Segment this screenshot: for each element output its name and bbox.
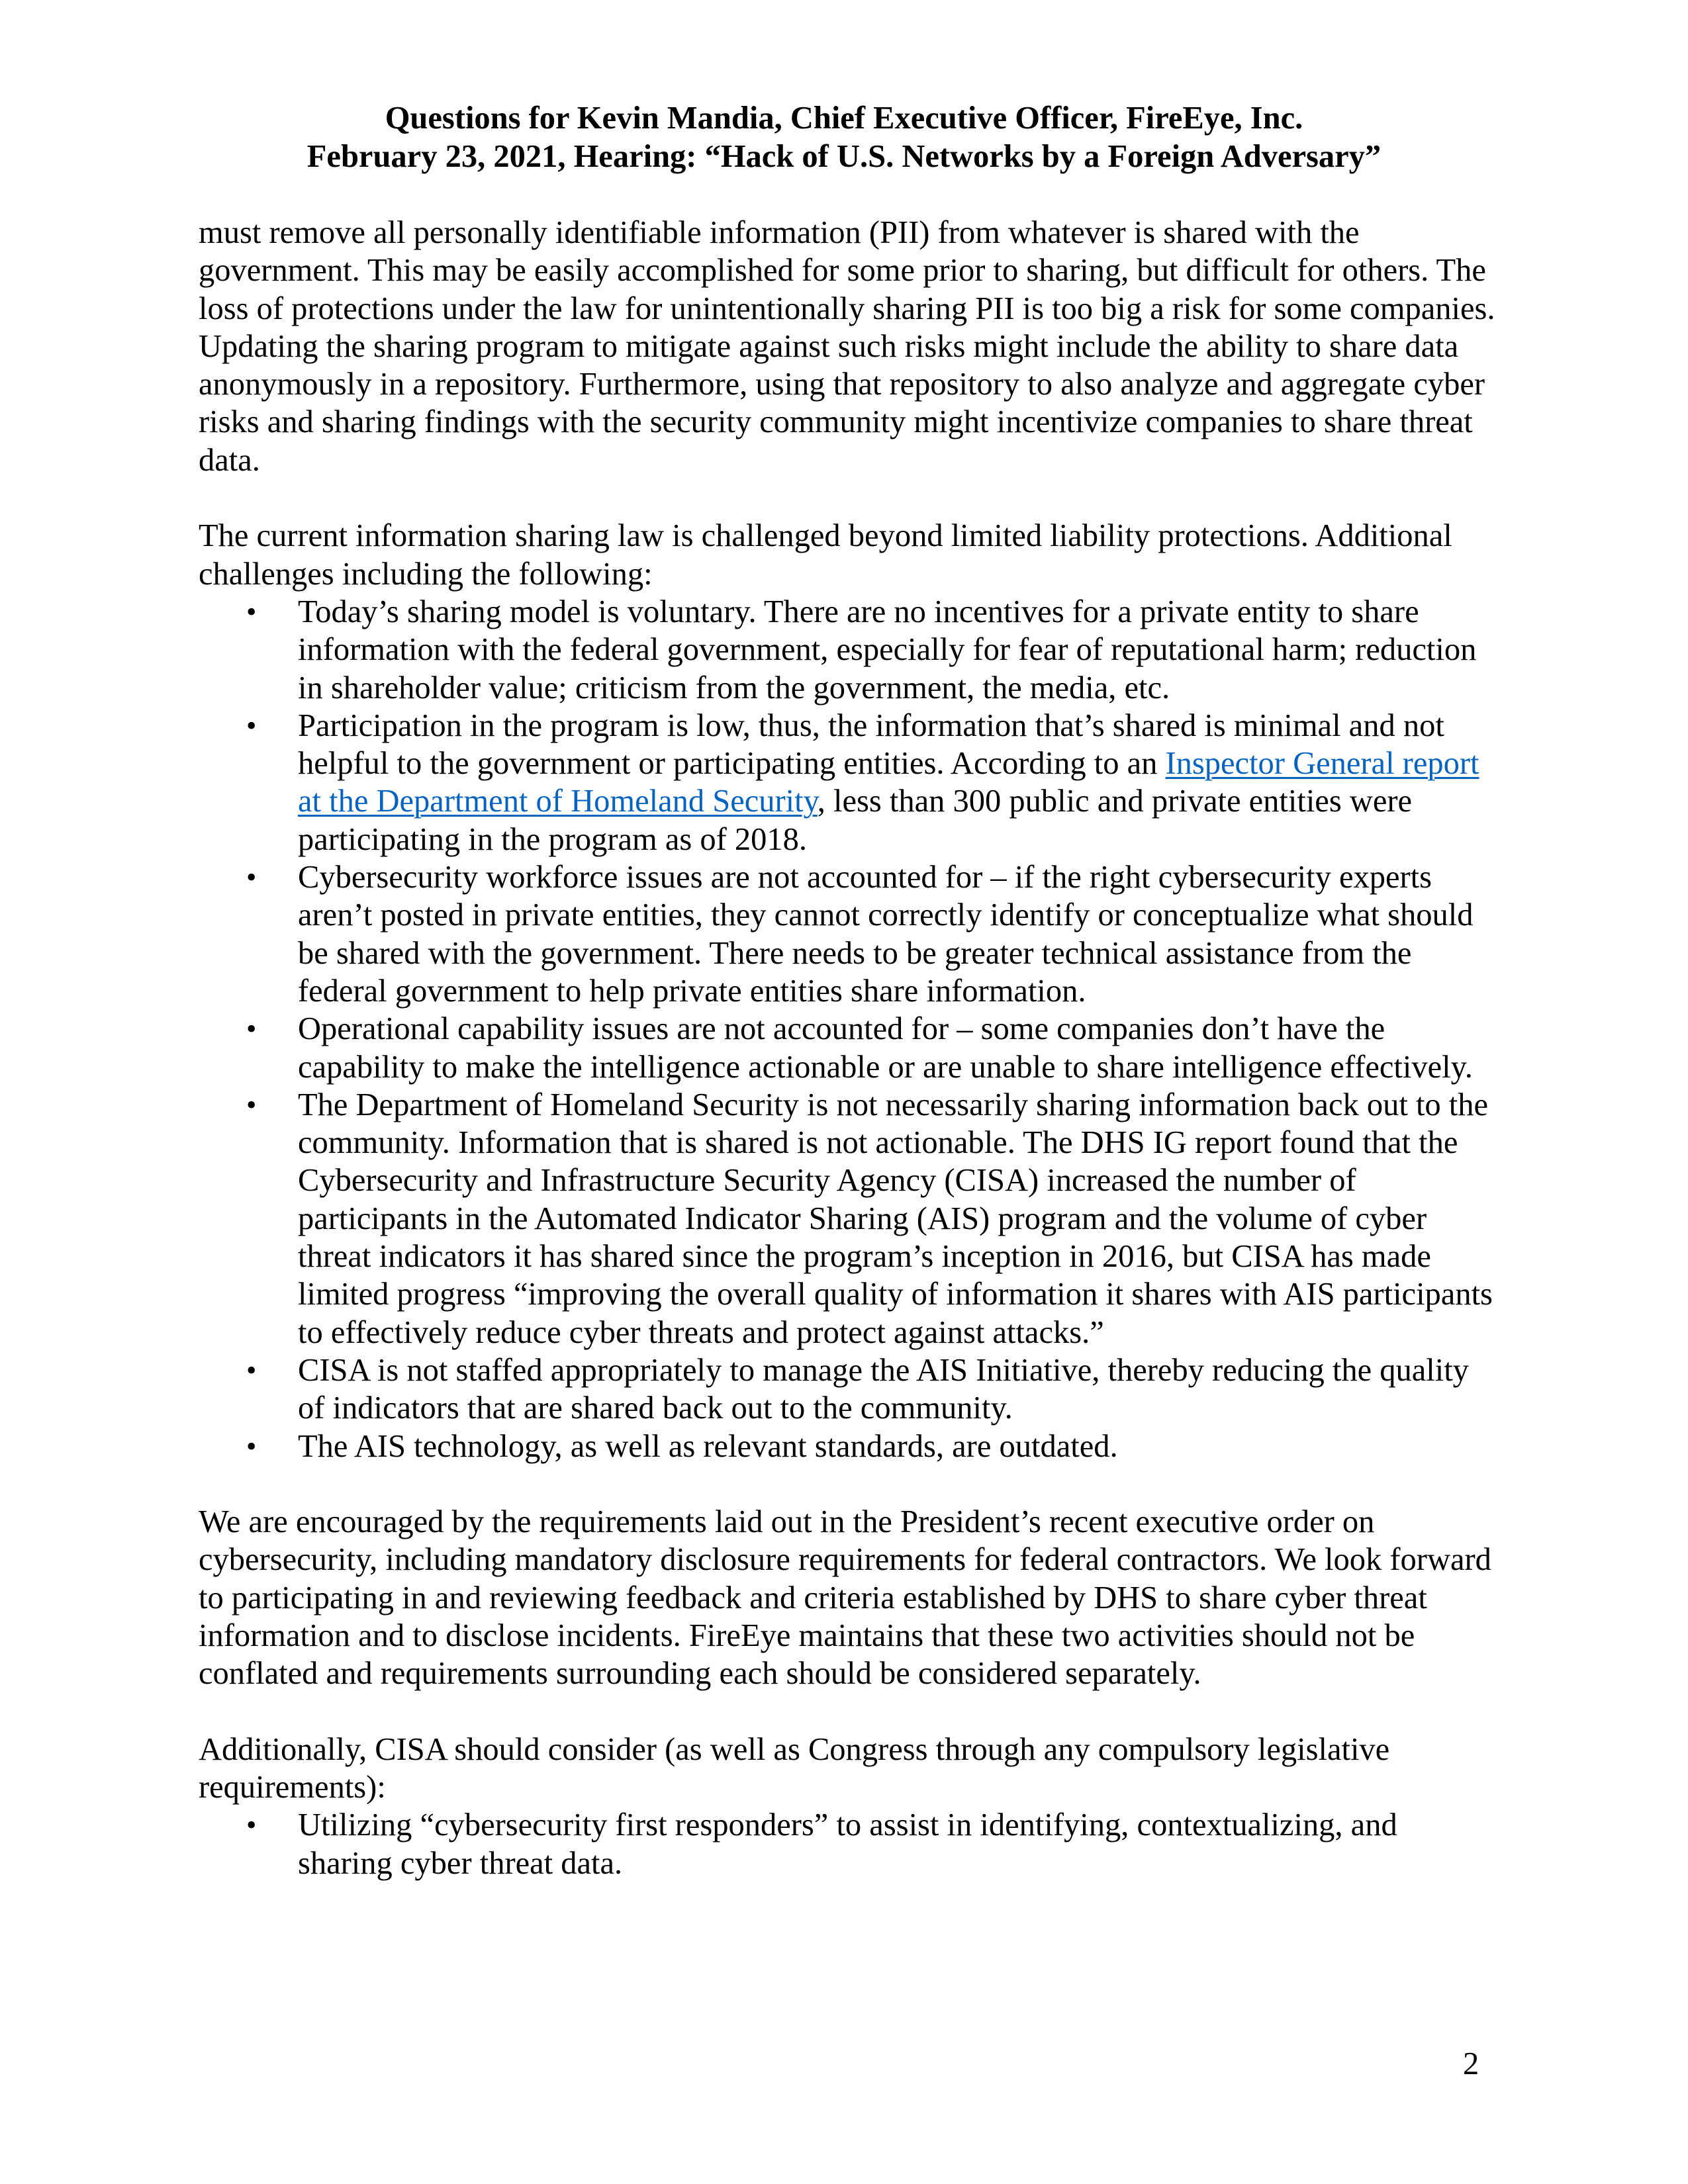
bullet-icon: • xyxy=(246,1430,257,1463)
page-number: 2 xyxy=(1463,2046,1479,2081)
bullet-icon: • xyxy=(246,1353,257,1387)
list-item: • The AIS technology, as well as relevant standards, are outdated. xyxy=(199,1428,1496,1465)
list-item: • Cybersecurity workforce issues are not accounted for – if the right cybersecurity experts aren’t posted in private entities, they cannot correctly identify or conceptualize what should be shared with the government. There needs to be greater technical assistance from the federal government to help private entities share information. xyxy=(246,860,1474,1009)
document-body xyxy=(199,214,1496,1882)
header-hearing: February 23, 2021, Hearing: “Hack of U.S. Networks by a Foreign Adversary” xyxy=(306,139,1382,174)
bullet-icon: • xyxy=(246,1088,257,1121)
considerations-list xyxy=(199,1806,1496,1882)
list-item: • Participation in the program is low, thus, the information that’s shared is minimal and not helpful to the government or participating entities. According to an Inspector General report at the Department of Homeland Security, less than 300 public and private entities were participating in the program as of 2018. xyxy=(246,707,1479,857)
list-item: • The Department of Homeland Security is not necessarily sharing information back out to the community. Information that is shared is not actionable. The DHS IG report found that the Cybersecurity and Infrastructure Security Agency (CISA) increased the number of participants in the Automated Indicator Sharing (AIS) program and the volume of cyber threat indicators it has shared since the program’s inception in 2016, but CISA has made limited progress “improving the overall quality of information it shares with AIS participants to effectively reduce cyber threats and protect against attacks.” xyxy=(246,1087,1493,1350)
list-item: • Utilizing “cybersecurity first responders” to assist in identifying, contextualizing, and sharing cyber threat data. xyxy=(246,1807,1397,1881)
bullet-icon: • xyxy=(246,861,257,894)
list-item: • CISA is not staffed appropriately to manage the AIS Initiative, thereby reducing the quality of indicators that are shared back out to the community. xyxy=(246,1352,1469,1426)
list-item: • Operational capability issues are not accounted for – some companies don’t have the capability to make the intelligence actionable or are unable to share intelligence effectively. xyxy=(246,1011,1473,1085)
list-item: • Today’s sharing model is voluntary. There are no incentives for a private entity to share information with the federal government, especially for fear of reputational harm; reduction in shareholder value; criticism from the government, the media, etc. xyxy=(246,594,1477,705)
paragraph-challenges-intro: The current information sharing law is challenged beyond limited liability protections. Additional challenges including the following: xyxy=(199,518,1452,592)
paragraph-cisa-consider: Additionally, CISA should consider (as well as Congress through any compulsory legislative requirements): xyxy=(199,1731,1390,1805)
header-title: Questions for Kevin Mandia, Chief Executive Officer, FireEye, Inc. xyxy=(385,101,1303,136)
bullet-icon: • xyxy=(246,595,257,628)
bullet-icon: • xyxy=(246,1809,257,1842)
inspector-general-report-link[interactable]: Inspector General report at the Department of Homeland Security xyxy=(298,746,1479,819)
page-header xyxy=(165,99,1523,176)
paragraph-pii: must remove all personally identifiable information (PII) from whatever is shared with the government. This may be easily accomplished for some prior to sharing, but difficult for others. The loss of protections under the law for unintentionally sharing PII is too big a risk for some companies. Updating the sharing program to mitigate against such risks might include the ability to share data anonymously in a repository. Furthermore, using that repository to also analyze and aggregate cyber risks and sharing findings with the security community might incentivize companies to share threat data. xyxy=(199,215,1495,478)
challenges-list xyxy=(199,593,1496,1465)
bullet-icon: • xyxy=(246,1013,257,1046)
bullet-icon: • xyxy=(246,709,257,742)
paragraph-executive-order: We are encouraged by the requirements laid out in the President’s recent executive order on cybersecurity, including mandatory disclosure requirements for federal contractors. We look forward to participating in and reviewing feedback and criteria established by DHS to share cyber threat information and to disclose incidents. FireEye maintains that these two activities should not be conflated and requirements surrounding each should be considered separately. xyxy=(199,1504,1491,1692)
